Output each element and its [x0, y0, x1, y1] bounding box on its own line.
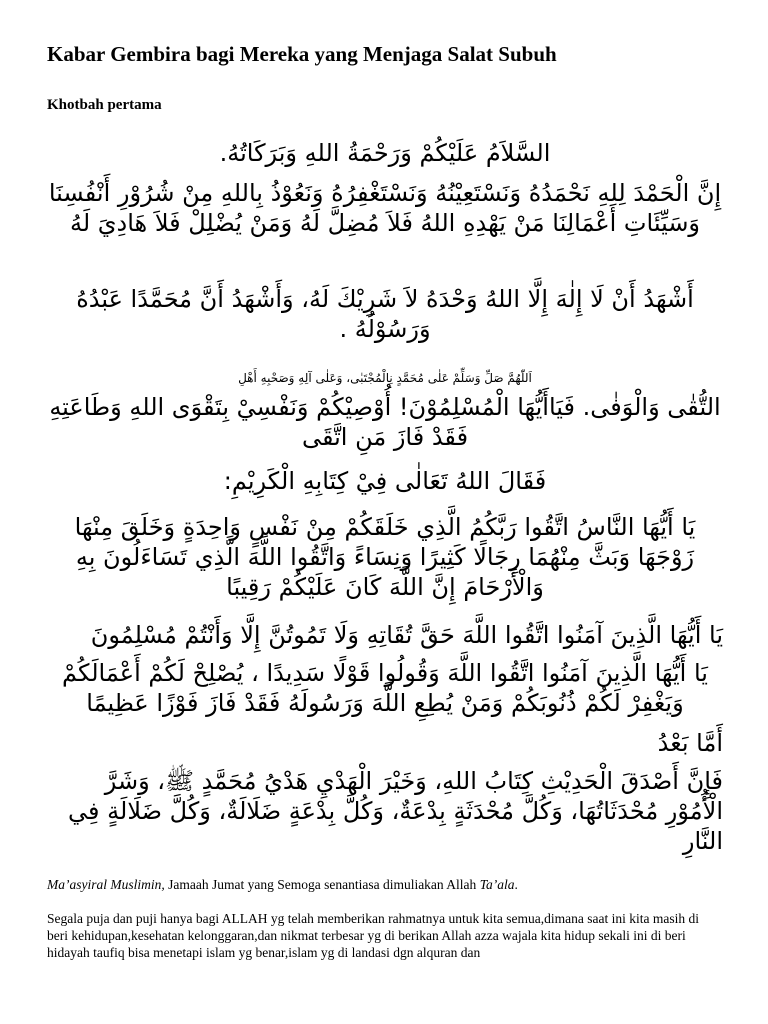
- arabic-fainna: فَإِنَّ أَصْدَقَ الْحَدِيْثِ كِتَابُ اللهِ، وَخَيْرَ الْهَدْيِ هَدْيُ مُحَمَّدٍ ﷺ، وَشَرَّ الْأُمُوْرِ مُحْدَثَاتُهَا، وَكُلَّ مُحْدَثَةٍ بِدْعَةٌ، وَكُلَّ بِدْعَةٍ ضَلَالَةٌ، وَكُلَّ ضَلَالَةٍ فِي النَّارِ: [68, 767, 723, 855]
- document-title: Kabar Gembira bagi Mereka yang Menjaga Salat Subuh: [47, 42, 557, 66]
- arabic-syahadat: أَشْهَدُ أَنْ لَا إِلٰهَ إِلَّا اللهُ وَحْدَهُ لاَ شَرِيْكَ لَهُ، وَأَشْهَدُ أَنَّ مُحَمَّدًا عَبْدُهُ وَرَسُوْلُهُ .: [76, 285, 694, 343]
- body-paragraph: Segala puja dan puji hanya bagi ALLAH yg telah memberikan rahmatnya untuk kita semua,dimana saat ini kita masih di beri kehidupan,kesehatan kelonggaran,dan nikmat terbesar yg di berikan Allah azza wajala kita hidup sekali ini di beri hidayah taufiq bisa menetapi islam yg benar,islam yg di landasi dgn alquran dan: [47, 911, 699, 960]
- address-line: [47, 876, 723, 893]
- arabic-ayah-2: يَا أَيُّهَا الَّذِينَ آمَنُوا اتَّقُوا اللَّهَ حَقَّ تُقَاتِهِ وَلَا تَمُوتُنَّ إِلَّا وَأَنْتُمْ مُسْلِمُونَ: [90, 621, 723, 649]
- section-heading: Khotbah pertama: [47, 97, 162, 113]
- arabic-shalawat: اَللّٰهُمَّ صَلِّ وَسَلِّمْ عَلٰى مُحَمَّدٍ نِالْمُجْتَبٰى، وَعَلٰى آلِهِ وَصَحْبِهِ أَهْلِ: [238, 371, 532, 385]
- arabic-amma-badu: أَمَّا بَعْدُ: [657, 729, 723, 757]
- address-prefix: Ma’asyiral Muslimin,: [47, 877, 165, 892]
- address-end: .: [514, 877, 518, 892]
- arabic-qala: فَقَالَ اللهُ تَعَالٰى فِيْ كِتَابِهِ الْكَرِيْمِ:: [223, 467, 547, 495]
- arabic-ayah-3: يَا أَيُّهَا الَّذِينَ آمَنُوا اتَّقُوا اللَّهَ وَقُولُوا قَوْلًا سَدِيدًا ، يُصْلِحْ لَكُمْ أَعْمَالَكُمْ وَيَغْفِرْ لَكُمْ ذُنُوبَكُمْ وَمَنْ يُطِعِ اللَّهَ وَرَسُولَهُ فَقَدْ فَازَ فَوْزًا عَظِيمًا: [62, 659, 708, 717]
- address-text: Jamaah Jumat yang Semoga senantiasa dimuliakan Allah: [164, 877, 480, 892]
- arabic-taqwa: التُّقٰى وَالْوَفٰى. فَيَاأَيُّهَا الْمُسْلِمُوْنَ! أُوْصِيْكُمْ وَنَفْسِيْ بِتَقْوَى اللهِ وَطَاعَتِهِ فَقَدْ فَازَ مَنِ اتَّقَى: [49, 393, 721, 451]
- address-suffix: Ta’ala: [479, 877, 515, 892]
- arabic-hamdalah: إِنَّ الْحَمْدَ لِلهِ نَحْمَدُهُ وَنَسْتَعِيْنُهُ وَنَسْتَغْفِرُهُ وَنَعُوْذُ بِاللهِ مِنْ شُرُوْرِ أَنْفُسِنَا وَسَيِّئَاتِ أَعْمَالِنَا مَنْ يَهْدِهِ اللهُ فَلاَ مُضِلَّ لَهُ وَمَنْ يُضْلِلْ فَلاَ هَادِيَ لَهُ: [48, 179, 722, 237]
- arabic-ayah-1: يَا أَيُّهَا النَّاسُ اتَّقُوا رَبَّكُمُ الَّذِي خَلَقَكُمْ مِنْ نَفْسٍ وَاحِدَةٍ وَخَلَقَ مِنْهَا زَوْجَهَا وَبَثَّ مِنْهُمَا رِجَالًا كَثِيرًا وَنِسَاءً وَاتَّقُوا اللَّهَ الَّذِي تَسَاءَلُونَ بِهِ وَالْأَرْحَامَ إِنَّ اللَّهَ كَانَ عَلَيْكُمْ رَقِيبًا: [74, 513, 696, 601]
- arabic-salam: السَّلاَمُ عَلَيْكُمْ وَرَحْمَةُ اللهِ وَبَرَكَاتُهُ.: [219, 139, 551, 167]
